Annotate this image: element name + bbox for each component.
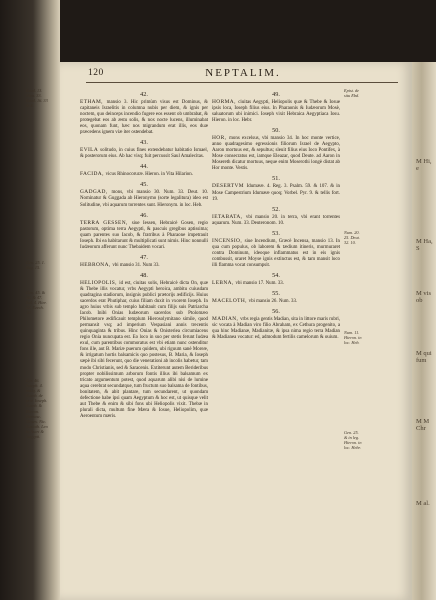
section-number: 56.	[272, 308, 280, 316]
entry-text: vbi mansio 26. Num. 33.	[248, 298, 298, 304]
entry-paragraph	[212, 238, 340, 269]
entry-headword: ETHAM,	[80, 99, 107, 105]
facing-page-text: M al.	[416, 500, 430, 507]
section-number: 46.	[140, 211, 148, 219]
margin-note: Gen. 25. & in leg. Hieron. in loc. Hebr.	[344, 430, 362, 451]
entry-paragraph	[80, 147, 208, 160]
left-column	[80, 88, 208, 422]
entry-text: vbi mansio 31. Num 33.	[112, 262, 160, 268]
entry-paragraph	[80, 171, 208, 178]
entry-paragraph	[212, 135, 340, 172]
margin-note: Cyr. 46. Ioseph. 4. antiq. & Euseb. de præ. Ioseph. Euseb. & Hieron. Damasc. Moses. Nic. Eustath. Leo in Ascri & Aegypti.	[26, 378, 48, 440]
entry-paragraph	[212, 280, 340, 287]
entry-text: vbi mansio 17. Num. 33.	[235, 280, 284, 286]
section-number: 53.	[272, 229, 280, 237]
entry-paragraph	[212, 99, 340, 124]
facing-page-text: M Ha, S	[416, 238, 433, 252]
margin-note: Epist. de situ Ebd.	[344, 88, 360, 99]
entry-text: vbi mansio 20. in terra, vbi erant torrentes aquarum. Num. 33. Deuteronom. 10.	[212, 214, 340, 226]
facing-page-text: M Hi, e	[416, 158, 432, 172]
entry-text: siue Iessen, Hebraicè Gosen, regio pastorum, optima terra Aegypti, & pascuis gregibus aptissima; quam parentes suo Iacob, & fratribus à Pharaone impetrauit Ioseph. Ibi ea habitarunt & multiplicati sunt nimis. Hinc nonnulli Iudæorum afferunt nunc Thebaidem vocari.	[80, 220, 208, 250]
entry-text: mansio 3. Hic primùm visus est Dominus, & capitaneis Israelitis in columna nubis per diem, & ignis per noctem, quo deinceps incendio fugere eos essent ob umbrabat, & protegebat eos ab æstu solis, & nox nocte lucens, illuminabat eos, quonam funt, hæc nos migrandum erat illis, eos duæ præcedens ignem viæ iter ostendebat.	[80, 100, 208, 136]
entry-headword: EVILA	[80, 147, 101, 154]
entry-paragraph	[212, 316, 340, 341]
margin-note: Exod. 13. Num. 33. Exod. 16. 33 & 4.	[26, 88, 48, 109]
entry-headword: HORMA,	[212, 99, 239, 105]
entry-text: mons excelsus, vbi mansio 34. In hoc monte vertice, anno quadragesimo egressionis filiorum Israel de Aegypto, Aaron mortuus est, & sepultus; sleuit filius eius Ioco Pontifex, à Mose consecratus est, iamque Eleazar, quod Deute. ad Aaron in Mosereth dicatur mortuus, neque enim Moserothi longè distat ab Hor monte. Vestis.	[212, 136, 341, 172]
section-number: 47.	[140, 253, 148, 261]
entry-text: Idumææ. 4. Reg. 3. Psalm. 59. & 107. & in Mose Campestrium Idumææ quoq; Vorbel. Pyr. 9. & tellis fort. 19.	[212, 184, 340, 202]
section-number: 55.	[272, 289, 280, 297]
entry-headword: HOR,	[212, 135, 230, 142]
section-number: 42.	[140, 91, 148, 98]
entry-headword: DESERTVM	[212, 183, 247, 190]
facing-page-text: M qui fum	[416, 350, 432, 364]
margin-note: Gen. 45. & 46. & 47. Iud. 4. Hier. 43. Ezech. 30.	[26, 290, 47, 316]
margin-note: Num. 11. Hieron. in loc. Heb.	[344, 330, 362, 346]
section-number: 45.	[140, 181, 148, 189]
section-number: 52.	[272, 205, 280, 213]
entry-paragraph	[212, 183, 340, 202]
entry-text: mons, vbi mansio 30. Num. 33. Deut. 10. Nominatur & Guggada ab Hieronymo (sorte legalitura) ideo est Solitudine, vbi aquarum torrentes sunt. Hieronym. in loc. Heb.	[80, 190, 208, 208]
page-header	[88, 68, 398, 82]
section-number: 44.	[140, 163, 148, 171]
next-page-edge	[412, 62, 436, 600]
entry-paragraph	[212, 214, 340, 227]
entry-headword: FACIDA,	[80, 171, 106, 178]
entry-text: vicus Rhinocoruræ. Hieron. in Vita Hilarion.	[105, 172, 193, 178]
entry-text: solitudo, in cuius fines extendebatur habitatio Ismael, & posterorum eius. Ab hac visq; fuit percussit Saul Amalecitas.	[80, 148, 208, 160]
entry-headword: HELIOPOLIS,	[80, 279, 120, 286]
entry-headword: HEBRONA,	[80, 261, 113, 268]
header-rule	[86, 82, 398, 83]
margin-note: Num. 20. 25. Deut. 32. 10.	[344, 230, 360, 246]
entry-text: id est, ciuitas solis, Hebraicè dicta On, quæ & Thebe illis vocatur, vrbs Aegypti heroica, ambitu cuiusdam quadragina stadiorum, insignis publici prætorijs ædificijs. Huius sacerdos erat Phutiphar, cuius filiam duxit in vxorem Ioseph. In agro huius vrbis sub templo habitauit cum filijs suis Patriarcha Iacob. Inibi Onias Iudæorum sacerdos sub Ptolomæo Philometore ædificauit templum Hierosolymitano simile, quod permansit vsq; ad imperium Vespasiani annis trecentis quinquaginta & tribus. Hinc Onias & Onisteriea circumiacens regio Onia nuncupata est. Eo loco in suo per stetis ferunt Iudæa exul, cum parentibus commoratus est vbi etiam nunc ostenditur fons ille, aut B. Mariæ puerum quidem, ubi riguum sanè Moreæ, & irrigatum hortis balsamicis quo postesus, B. Maria, & Ioseph sæpè ibi sibi fecerunt, quo die venerationi ab incolis habetur, tam modo Christianis, sed & Saracenis. Extiterunt autem Berideribus propter nobilissimum arborum fontis illius ibi balsamum ex tricato argumentum potest, quod aquarum alibi nisi de lumine aqua cerebrat secundatque, tum fructum suo balsama de fontibus, bonitatem, & abit plantare, tum secundarent, ut quondam defectione habe ipsi quam Aegyptum & hoc est, ut quisque velit aut Thebe & enim & sibi fons ubi Heliopolis vixit. Thebæ in plurali dicta, multum fine Mæra & Iosue, Heliopolim, quæ Aeroentum mæris.	[80, 280, 208, 419]
entry-headword: INCENSIO,	[212, 237, 245, 244]
section-number: 48.	[140, 271, 148, 279]
section-number: 54.	[272, 271, 280, 279]
section-number: 43.	[140, 139, 148, 147]
facing-page-text: M M Chr	[416, 418, 430, 432]
section-number: 50.	[272, 127, 280, 135]
entry-paragraph	[80, 189, 208, 208]
entry-paragraph	[80, 262, 208, 269]
background-top	[60, 0, 436, 62]
entry-headword: IETABATA,	[212, 213, 246, 220]
entry-headword: MADIAN,	[212, 316, 241, 323]
entry-headword: LEBNA,	[212, 279, 236, 286]
section-number: 49.	[272, 91, 280, 98]
entry-paragraph	[212, 298, 340, 305]
running-title: NEPTALIM.	[205, 67, 281, 79]
entry-headword: GADGAD,	[80, 189, 112, 196]
entry-text: vrbs regia gentis Madian, sita in littore maris rubri, sic vocata à Madian viro filio Abraham, ex Cethura progenito, a qua hinc Madianæ, Madianitæ, & ipsa nima regio terra Madian & Madianea vocatur: ed, admodum fertilis camelorum & ouium.	[212, 317, 340, 341]
entry-text: ciuitas Aegypti, Heliopolis quæ & Thebe & Iosue ipsis loca, Ioseph filius eius. In Pharaonis & Iudæorum Mosè, saluatorum ubi inimici. Ioseph vixit Hebraica Aegyptiaca Iosu. Hieron. in loc. Hebr.	[212, 100, 340, 124]
page-number: 120	[88, 68, 104, 78]
entry-text: siue Incendium, Græcè Incensa, mansio 13. In qua cum populus, ob laborem & tædium itineris, murmuraret contra Dominum, ideoque inflammatus est in eis ignis combussit, oraret Moyse ignis extinctus est, & tam mansit loco illi flamma vocat consumpsit.	[212, 238, 340, 268]
right-column	[212, 88, 340, 343]
section-number: 51.	[272, 175, 280, 183]
entry-paragraph	[80, 280, 208, 420]
entry-paragraph	[80, 220, 208, 251]
facing-page-text: M vis ob	[416, 290, 431, 304]
entry-headword: MACELOTH,	[212, 297, 249, 304]
entry-headword: TERRA GESSEN,	[80, 219, 132, 226]
entry-paragraph	[80, 99, 208, 136]
margin-note: Gen. 25. 1. Reg. 15.	[26, 260, 45, 271]
